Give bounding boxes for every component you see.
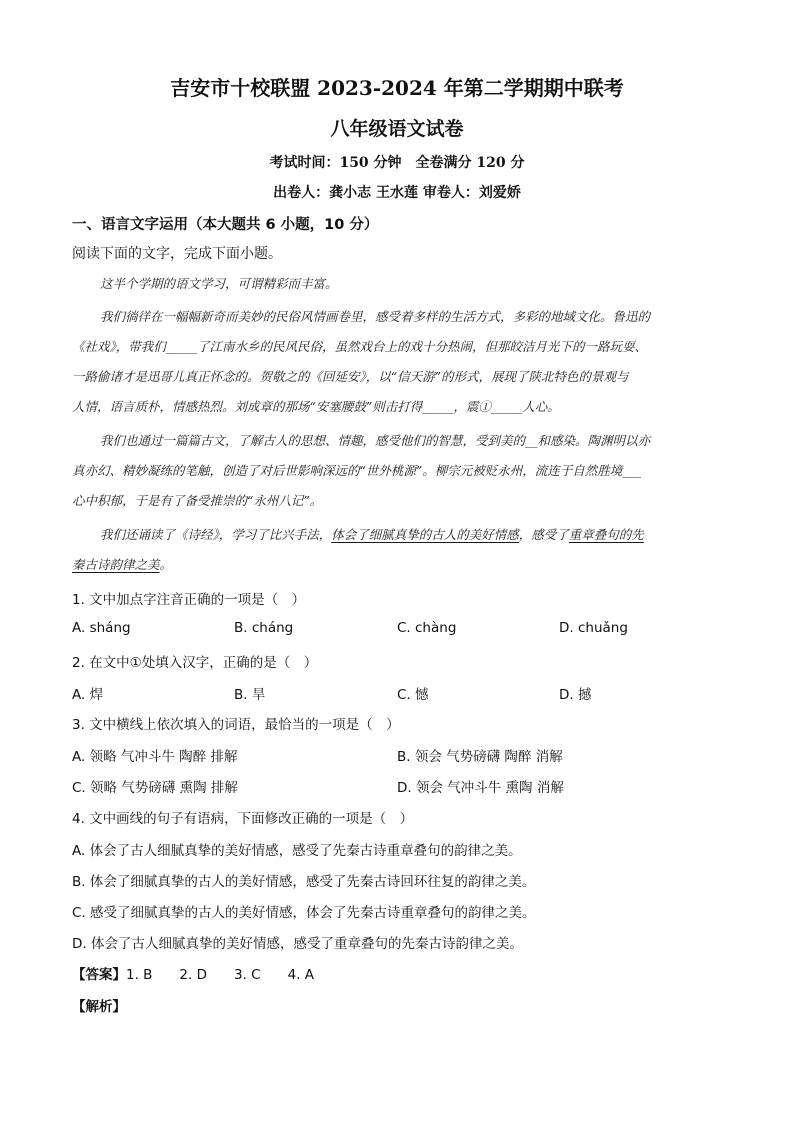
exam-info: 考试时间：150 分钟 全卷满分 120 分 — [269, 155, 525, 171]
question-2-option-b[interactable]: B. 旱 — [234, 687, 266, 703]
question-4-option-b[interactable]: B. 体会了细腻真挚的古人的美好情感，感受了先秦古诗回环往复的韵律之美。 — [72, 874, 536, 890]
question-1-option-c[interactable]: C. chàng — [397, 620, 457, 636]
analysis-label: 【解析】 — [72, 999, 126, 1015]
passage-text: 我们还诵读了《诗经》，学习了比兴手法， — [100, 527, 332, 542]
question-2-option-c[interactable]: C. 憾 — [397, 687, 429, 703]
passage-line: 这半个学期的语文学习，可谓精彩而丰富。 — [100, 276, 338, 291]
passage-text: 。 — [159, 557, 173, 572]
underlined-sentence: 重章叠句的先 — [568, 527, 644, 542]
section-intro: 阅读下面的文字，完成下面小题。 — [72, 246, 282, 262]
question-2-stem: 2. 在文中①处填入汉字，正确的是（ ） — [72, 655, 318, 671]
answer-line — [72, 963, 314, 983]
question-2-option-a[interactable]: A. 焊 — [72, 687, 104, 703]
question-1-stem: 1. 文中加点字注音正确的一项是（ ） — [72, 592, 306, 608]
question-3-option-c[interactable]: C. 领略 气势磅礴 熏陶 排解 — [72, 780, 238, 796]
question-4-stem: 4. 文中画线的句子有语病，下面修改正确的一项是（ ） — [72, 811, 414, 827]
question-1-option-b[interactable]: B. cháng — [234, 620, 294, 636]
passage-line: 《社戏》，带我们_____了江南水乡的民风民俗，虽然戏台上的戏十分热闹，但那皎洁月光下的一路玩耍、 — [72, 339, 648, 354]
question-2-option-d[interactable]: D. 撼 — [559, 687, 592, 703]
question-4-option-d[interactable]: D. 体会了古人细腻真挚的美好情感，感受了重章叠句的先秦古诗韵律之美。 — [72, 936, 523, 952]
question-3-option-a[interactable]: A. 领略 气冲斗牛 陶醉 排解 — [72, 749, 238, 765]
passage-line: 一路偷诸才是迅哥儿真正怀念的。贺敬之的《回延安》，以“信天游”的形式，展现了陕北特色的景观与 — [72, 369, 629, 384]
question-1-option-d[interactable]: D. chuǎng — [559, 620, 628, 636]
passage-line — [100, 525, 644, 543]
question-4-option-c[interactable]: C. 感受了细腻真挚的古人的美好情感，体会了先秦古诗重章叠句的韵律之美。 — [72, 905, 536, 921]
passage-line: 我们也通过一篇篇古文，了解古人的思想、情趣，感受他们的智慧，受到美的__和感染。陶渊明以亦 — [100, 433, 651, 448]
exam-authors: 出卷人：龚小志 王水莲 审卷人：刘爱娇 — [273, 185, 521, 201]
exam-subtitle: 八年级语文试卷 — [330, 118, 464, 140]
underlined-sentence: 秦古诗韵律之美 — [72, 557, 160, 572]
passage-line: 心中积郁，于是有了备受推崇的“永州八记”。 — [72, 493, 323, 508]
passage-text: ，感受了 — [518, 527, 569, 542]
question-3-stem: 3. 文中横线上依次填入的词语，最恰当的一项是（ ） — [72, 717, 400, 733]
question-3-option-d[interactable]: D. 领会 气冲斗牛 熏陶 消解 — [397, 780, 564, 796]
passage-line: 人情，语言质朴，情感热烈。刘成章的那场“安塞腰鼓”则击打得_____，震①_____人心。 — [72, 399, 560, 414]
passage-line: 真亦幻、精妙凝练的笔触，创造了对后世影响深远的“世外桃源”。柳宗元被贬永州，流连于自然胜境___ — [72, 463, 642, 478]
passage-line — [72, 555, 172, 573]
question-3-option-b[interactable]: B. 领会 气势磅礴 陶醉 消解 — [397, 749, 563, 765]
answer-label: 【答案】 — [72, 967, 126, 983]
question-1-option-a[interactable]: A. sháng — [72, 620, 131, 636]
question-4-option-a[interactable]: A. 体会了古人细腻真挚的美好情感，感受了先秦古诗重章叠句的韵律之美。 — [72, 843, 522, 859]
section-title: 一、语言文字运用（本大题共 6 小题，10 分） — [72, 217, 379, 233]
answer-values: 1. B 2. D 3. C 4. A — [126, 967, 315, 983]
underlined-sentence: 体会了细腻真挚的古人的美好情感 — [331, 527, 519, 542]
passage-line: 我们徜徉在一幅幅新奇而美妙的民俗风情画卷里，感受着多样的生活方式，多彩的地域文化。鲁迅的 — [100, 309, 651, 324]
exam-title: 吉安市十校联盟 2023-2024 年第二学期期中联考 — [170, 76, 624, 100]
